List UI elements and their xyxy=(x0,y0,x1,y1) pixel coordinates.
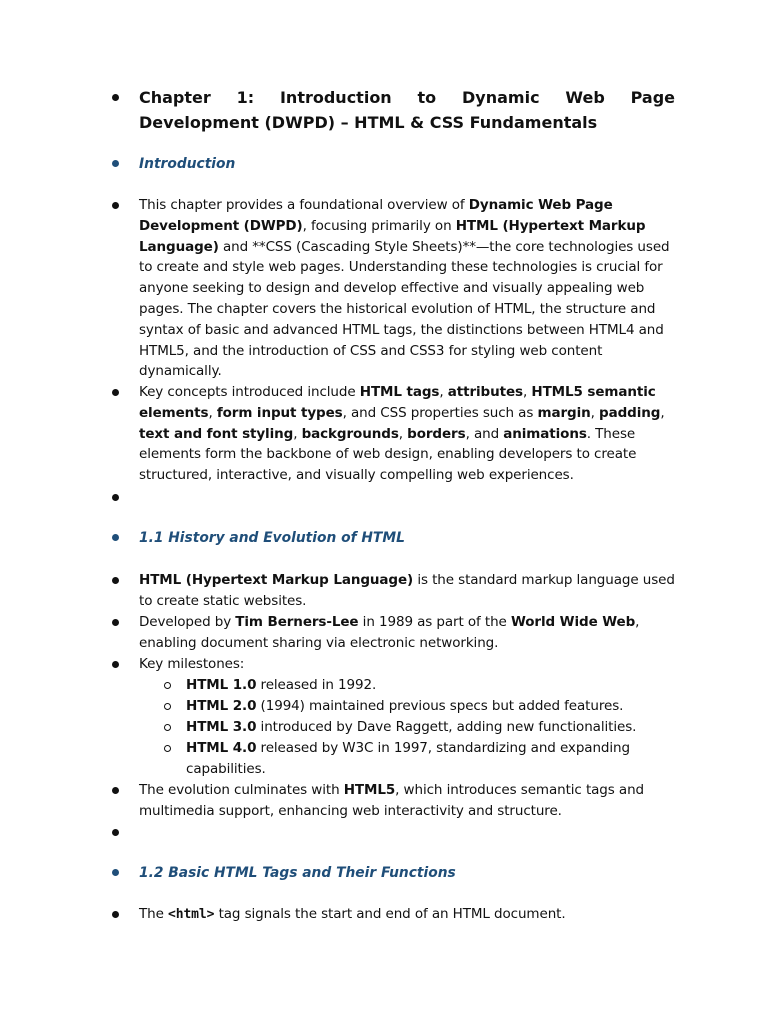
bullet-icon xyxy=(112,619,119,626)
bullet-icon xyxy=(112,869,119,876)
history-item-2: Developed by Tim Berners-Lee in 1989 as part of the World Wide Web, enabling document sharing via electronic networking. xyxy=(139,612,675,654)
bullet-icon xyxy=(112,202,119,209)
history-item-1: HTML (Hypertext Markup Language) is the standard markup language used to create static websites. xyxy=(139,570,675,612)
bullet-icon xyxy=(112,494,119,501)
bullet-icon xyxy=(112,661,119,668)
bullet-icon xyxy=(112,94,119,101)
circle-bullet-icon xyxy=(164,724,171,731)
bullet-icon xyxy=(112,534,119,541)
section-heading-history: 1.1 History and Evolution of HTML xyxy=(139,528,675,548)
bullet-icon xyxy=(112,911,119,918)
circle-bullet-icon xyxy=(164,703,171,710)
basic-tags-item-1: The <html> tag signals the start and end of an HTML document. xyxy=(139,904,675,926)
html-tag-code: <html> xyxy=(168,907,215,922)
bullet-icon xyxy=(112,389,119,396)
intro-paragraph-2: Key concepts introduced include HTML tags, attributes, HTML5 semantic elements, form input types, and CSS properties such as margin, padding, text and font styling, backgrounds, borders, and animations. These elements form the backbone of web design, enabling developers to create structured, interactive, and visually compelling web experiences. xyxy=(139,382,675,486)
section-heading-basic-tags: 1.2 Basic HTML Tags and Their Functions xyxy=(139,863,675,883)
milestone-item: HTML 4.0 released by W3C in 1997, standardizing and expanding capabilities. xyxy=(186,738,656,780)
bullet-icon xyxy=(112,829,119,836)
bullet-icon xyxy=(112,160,119,167)
circle-bullet-icon xyxy=(164,682,171,689)
bullet-icon xyxy=(112,577,119,584)
history-item-3: Key milestones: xyxy=(139,654,675,675)
milestone-item: HTML 2.0 (1994) maintained previous specs but added features. xyxy=(186,696,656,717)
section-heading-introduction: Introduction xyxy=(139,154,675,174)
circle-bullet-icon xyxy=(164,745,171,752)
milestone-item: HTML 1.0 released in 1992. xyxy=(186,675,656,696)
milestone-item: HTML 3.0 introduced by Dave Raggett, adding new functionalities. xyxy=(186,717,656,738)
intro-paragraph-1: This chapter provides a foundational overview of Dynamic Web Page Development (DWPD), focusing primarily on HTML (Hypertext Markup Language) and **CSS (Cascading Style Sheets)**—the core technologies used to create and style web pages. Understanding these technologies is crucial for anyone seeking to design and develop effective and visually appealing web pages. The chapter covers the historical evolution of HTML, the structure and syntax of basic and advanced HTML tags, the distinctions between HTML4 and HTML5, and the introduction of CSS and CSS3 for styling web content dynamically. xyxy=(139,195,675,382)
history-item-4: The evolution culminates with HTML5, which introduces semantic tags and multimedia support, enhancing web interactivity and structure. xyxy=(139,780,675,822)
bullet-icon xyxy=(112,787,119,794)
chapter-title: Chapter 1: Introduction to Dynamic Web Page Development (DWPD) – HTML & CSS Fundamentals xyxy=(139,85,675,135)
